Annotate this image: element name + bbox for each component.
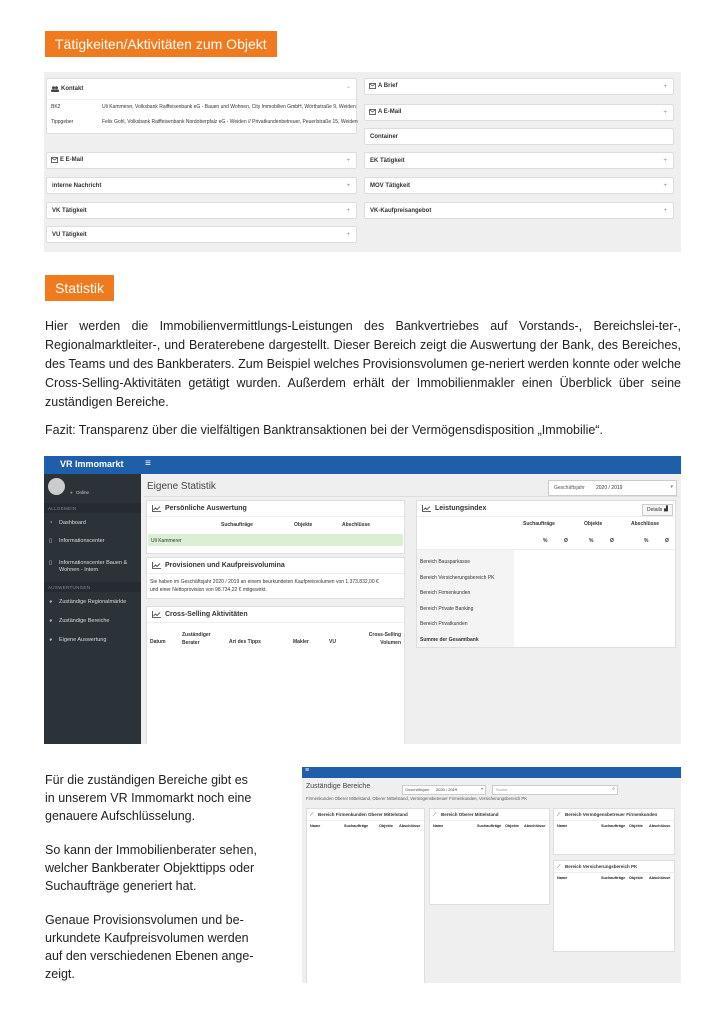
panel-mov-taetigkeit[interactable] xyxy=(364,177,674,194)
statistik-screenshot xyxy=(44,456,681,744)
panel-interne-nachricht[interactable] xyxy=(46,177,357,194)
column-header: Objekte xyxy=(629,824,643,828)
text-line: welcher Bankberater Objekttipps oder xyxy=(45,861,255,875)
card-title: Persönliche Auswertung xyxy=(165,505,247,512)
panel-title: VK-Kaufpreisangebot xyxy=(370,207,432,214)
card-title: Cross-Selling Aktivitäten xyxy=(165,611,248,618)
sidebar-item-label: Zuständige Regionalmärkte xyxy=(59,599,127,605)
provision-text: und einer Nettoprovision von 98.734,22 € mitgewirkt. xyxy=(150,587,267,593)
page-title: Zuständige Bereiche xyxy=(306,783,371,790)
kontakt-panel[interactable] xyxy=(46,78,357,134)
expand-icon[interactable]: + xyxy=(346,207,350,214)
text-line: auf den verschiedenen Ebenen ange- xyxy=(45,949,254,963)
bereich-card xyxy=(429,808,550,905)
panel-container[interactable] xyxy=(364,128,674,145)
line-chart-icon xyxy=(422,505,431,512)
panel-e-email[interactable] xyxy=(46,152,357,169)
search-input[interactable] xyxy=(492,785,618,795)
table-row: Bereich Privatkunden xyxy=(420,621,468,627)
sidebar-item-label: Informationscenter Bauen & Wohnen - Intern xyxy=(59,560,128,573)
line-chart-icon: ⟋ xyxy=(557,864,561,870)
subcolumn-header: % xyxy=(644,538,649,544)
card-title: Bereich Firmenkunden Oberer Mittelstand xyxy=(318,812,408,817)
fiscal-year-select[interactable] xyxy=(402,785,486,795)
cross-selling-card xyxy=(146,606,405,744)
fy-value: 2020 / 2019 xyxy=(436,787,458,792)
expand-icon[interactable]: + xyxy=(346,182,350,189)
text-line: genauere Aufschlüsselung. xyxy=(45,809,196,823)
panel-title: EK Tätigkeit xyxy=(370,157,405,164)
brand[interactable]: VR Immomarkt xyxy=(60,459,124,469)
provisionen-card xyxy=(146,557,405,599)
subcolumn-header: Ø xyxy=(610,538,614,544)
column-header: Suchaufträge xyxy=(344,824,369,828)
chart-icon: ▟ xyxy=(664,506,668,512)
column-header: Abschlüsse xyxy=(631,521,660,527)
user-status: Online xyxy=(76,490,90,495)
column-header: Suchaufträge xyxy=(221,522,253,528)
column-header: Art des Tipps xyxy=(229,639,261,645)
total-row: Summe der Gesamtbank xyxy=(420,637,479,643)
statistik-paragraph: Hier werden die Immobilienvermittlungs-Leistungen des Bankvertriebes auf Vorstands-, Bereichslei-ter-, Regionalmarktleiter-, und Beraterebene dargestellt. Dieser Bereich zeigt die Auswertung der Bank, des Bereiches, des Teams und des Bankberaters. Zum Beispiel welches Provisionsvolumen ge-neriert werden konnte oder welche Cross-Selling-Aktivitäten getätigt wurden. Außerdem erhält der Immobilienmakler einen Überblick über seine zuständigen Bereiche. xyxy=(45,319,681,409)
paragraph-source xyxy=(0,0,1,1)
pie-chart-icon: ◕ xyxy=(49,599,53,605)
fiscal-year-select[interactable] xyxy=(548,480,677,496)
contacts-icon xyxy=(51,86,59,94)
fy-value: 2020 / 2019 xyxy=(596,485,623,491)
column-header: Objekte xyxy=(584,521,603,527)
subcolumn-header: Ø xyxy=(564,538,568,544)
table-row: Bereich Firmenkunden xyxy=(420,590,471,596)
kontakt-role: BK2 xyxy=(51,104,61,110)
search-placeholder: Suche... xyxy=(496,787,511,792)
table-row: Bereich Private Banking xyxy=(420,606,474,612)
expand-icon[interactable]: + xyxy=(663,157,667,164)
column-header: Suchaufträge xyxy=(601,876,626,880)
bereiche-screenshot xyxy=(302,767,681,983)
navbar xyxy=(44,456,681,474)
sidebar-item-label: Dashboard xyxy=(59,520,86,526)
row-name: Uli Kammerer xyxy=(151,537,182,544)
column-header: Objekte xyxy=(505,824,519,828)
kontakt-title: Kontakt xyxy=(61,86,84,92)
bereiche-paragraph-2 xyxy=(45,841,305,895)
navbar xyxy=(302,767,681,778)
column-header: Abschlüsse xyxy=(649,876,671,880)
column-header: Name xyxy=(557,824,568,828)
hamburger-icon[interactable]: ≡ xyxy=(145,458,151,469)
expand-icon[interactable]: + xyxy=(663,109,667,116)
page-title: Eigene Statistik xyxy=(147,481,216,492)
subcolumn-header: Ø xyxy=(665,538,669,544)
column-header: Abschlüsse xyxy=(399,824,421,828)
panel-title: E E-Mail xyxy=(60,157,84,163)
panel-title: A Brief xyxy=(378,83,398,89)
bereiche-paragraph-1 xyxy=(45,771,305,825)
panel-title: VK Tätigkeit xyxy=(52,207,87,214)
panel-a-brief[interactable] xyxy=(364,78,674,95)
text-line: Suchaufträge generiert hat. xyxy=(45,879,197,893)
details-button[interactable] xyxy=(642,504,673,516)
status-dot-icon: ● xyxy=(70,490,73,495)
panel-a-email[interactable] xyxy=(364,104,674,121)
avatar xyxy=(48,478,65,495)
kontakt-info: Felix Gohl, Volksbank Raiffeisenbank Nordoberpfalz eG - Weiden // Privatkundenbetreuer, Peuerlstraße 15, Weiden xyxy=(102,119,358,125)
column-header: VU xyxy=(329,639,336,645)
panel-title: A E-Mail xyxy=(378,109,402,115)
fy-label: Geschäftsjahr xyxy=(554,485,585,491)
fy-label: Geschäftsjahr xyxy=(405,787,430,792)
table-row: Bereich Versicherungsbereich PK xyxy=(420,575,495,581)
sidebar-section-allgemein: ALLGEMEIN xyxy=(48,506,77,511)
column-header: Suchaufträge xyxy=(477,824,502,828)
bereich-card xyxy=(553,808,675,855)
column-header: Suchaufträge xyxy=(601,824,626,828)
document-icon: ▯ xyxy=(49,538,53,544)
line-chart-icon xyxy=(152,505,161,512)
bereich-card xyxy=(553,860,675,952)
activities-screenshot xyxy=(44,72,681,252)
document-icon: ▯ xyxy=(49,560,53,566)
sidebar xyxy=(44,474,141,744)
persoenliche-auswertung-card xyxy=(146,500,405,554)
column-header: Abschlüsse xyxy=(649,824,671,828)
subcolumn-header: % xyxy=(589,538,594,544)
provision-text: Sie haben im Geschäftsjahr 2020 / 2019 an einem beurkundeten Kaufpreisvolumen von 1.373.832,00 € xyxy=(150,579,379,585)
text-line: Genaue Provisionsvolumen und be- xyxy=(45,913,244,927)
card-title: Provisionen und Kaufpreisvolumina xyxy=(165,562,285,569)
subtitle: Firmenkunden Oberer Mittelstand, Oberer Mittelstand, Vermögensbetreuer Firmenkunden, Versicherungsbereich PK xyxy=(306,796,528,801)
text-line: zeigt. xyxy=(45,967,75,981)
card-title: Bereich Versicherungsbereich PK xyxy=(565,864,638,869)
card-title: Leistungsindex xyxy=(435,505,487,512)
sidebar-section-auswertungen: AUSWERTUNGEN xyxy=(48,585,91,590)
kontakt-info: Uli Kammerer, Volksbank Raiffeisenbank eG - Bauen und Wohnen, City Immobilien GmbH, Wörthstraße 9, Weiden xyxy=(102,104,356,110)
envelope-icon xyxy=(369,83,376,91)
panel-title: VU Tätigkeit xyxy=(52,231,87,238)
text-line: Für die zuständigen Bereiche gibt es xyxy=(45,773,248,787)
line-chart-icon: ⟋ xyxy=(433,812,437,818)
sidebar-item-label: Eigene Auswertung xyxy=(59,637,107,643)
panel-title: interne Nachricht xyxy=(52,182,102,189)
dashboard-icon: ◔ xyxy=(49,520,53,526)
section-label-taetigkeiten: Tätigkeiten/Aktivitäten zum Objekt xyxy=(45,31,277,57)
envelope-icon xyxy=(369,109,376,117)
text-line: So kann der Immobilienberater sehen, xyxy=(45,843,257,857)
bereich-card xyxy=(306,808,425,983)
panel-title: MOV Tätigkeit xyxy=(370,182,411,189)
column-header: Name xyxy=(433,824,444,828)
column-header: Abschlüsse xyxy=(342,522,371,528)
panel-title: Container xyxy=(370,133,399,140)
leistungsindex-card xyxy=(416,500,676,648)
search-icon[interactable]: ⌕ xyxy=(612,786,615,792)
expand-icon[interactable]: + xyxy=(663,182,667,189)
column-header: Name xyxy=(557,876,568,880)
pie-chart-icon: ◕ xyxy=(49,637,53,643)
column-header: Objekte xyxy=(629,876,643,880)
card-title: Bereich Vermögensbetreuer Firmenkunden xyxy=(565,812,658,817)
line-chart-icon: ⟋ xyxy=(557,812,561,818)
chevron-down-icon: ▾ xyxy=(480,786,483,791)
table-row xyxy=(148,534,403,546)
column-header: Abschlüsse xyxy=(524,824,546,828)
line-chart-icon xyxy=(152,562,161,569)
details-label: Details xyxy=(647,507,663,513)
line-chart-icon xyxy=(152,611,161,618)
text-line: in unserem VR Immomarkt noch eine xyxy=(45,791,252,805)
hamburger-icon[interactable]: ≡ xyxy=(305,767,310,774)
expand-icon[interactable]: + xyxy=(663,83,667,90)
subcolumn-header: % xyxy=(543,538,548,544)
sidebar-item-label: Informationscenter xyxy=(59,538,105,544)
line-chart-icon: ⟋ xyxy=(310,812,314,818)
chevron-down-icon: ▾ xyxy=(670,484,673,490)
column-header: Objekte xyxy=(294,522,313,528)
panel-vk-taetigkeit[interactable] xyxy=(46,202,357,219)
column-header: Suchaufträge xyxy=(523,521,555,527)
kontakt-role: Tippgeber xyxy=(51,119,74,125)
column-header: Datum xyxy=(150,639,166,645)
expand-icon[interactable]: + xyxy=(663,207,667,214)
column-header: Makler xyxy=(293,639,309,645)
envelope-icon xyxy=(51,157,58,165)
column-header: Name xyxy=(310,824,321,828)
text-line: urkundete Kaufpreisvolumen werden xyxy=(45,931,249,945)
expand-icon[interactable]: + xyxy=(346,157,350,164)
column-header: Objekte xyxy=(379,824,393,828)
panel-ek-taetigkeit[interactable] xyxy=(364,152,674,169)
column-header: Zuständiger Berater xyxy=(182,632,211,646)
panel-vk-kaufpreisangebot[interactable] xyxy=(364,202,674,219)
paragraph-sources xyxy=(0,0,1,1)
table-row: Bereich Bausparkasse xyxy=(420,559,471,565)
pie-chart-icon: ◕ xyxy=(49,618,53,624)
bereiche-paragraph-3 xyxy=(45,911,305,983)
column-header: Cross-Selling Volumen xyxy=(368,632,401,646)
section-label-statistik: Statistik xyxy=(45,275,114,301)
sidebar-item-label: Zuständige Bereiche xyxy=(59,618,110,624)
fazit-text: Fazit: Transparenz über die vielfältigen Banktransaktionen bei der Vermögensdisposition „Immobilie“. xyxy=(45,423,603,437)
collapse-icon[interactable]: − xyxy=(346,85,350,91)
panel-vu-taetigkeit[interactable] xyxy=(46,226,357,243)
expand-icon[interactable]: + xyxy=(346,231,350,238)
card-title: Bereich Oberer Mittelstand xyxy=(441,812,499,817)
